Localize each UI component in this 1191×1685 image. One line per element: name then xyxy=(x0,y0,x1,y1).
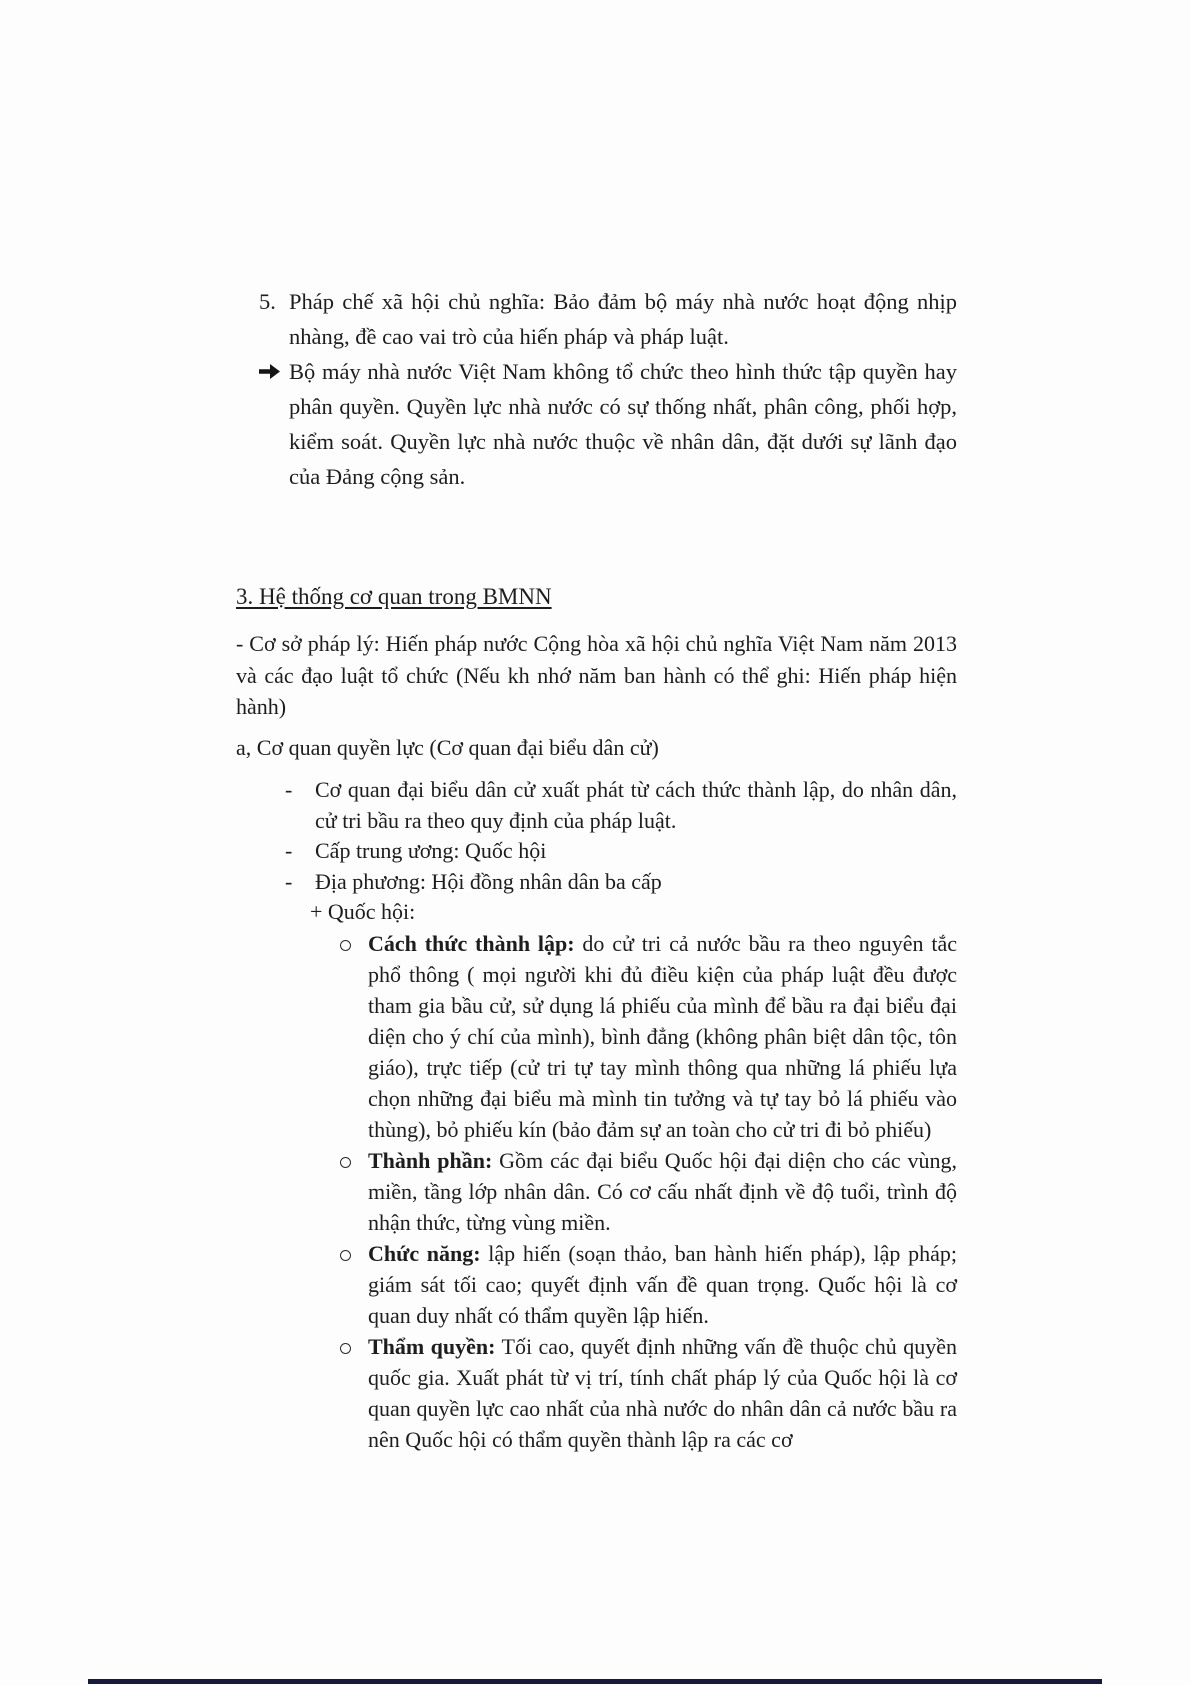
open-circle-icon xyxy=(338,1238,368,1269)
circle-item-body: do cử tri cả nước bầu ra theo nguyên tắc phổ thông ( mọi người khi đủ điều kiện của pháp luật đều được tham gia bầu cử, sử dụng lá phiếu của mình để bầu ra đại biểu đại diện cho ý chí của mình), bình đẳng (không phân biệt dân tộc, tôn giáo), trực tiếp (cử tri tự tay mình thông qua những lá phiếu lựa chọn những đại biểu mà mình tin tưởng và tự tay bỏ lá phiếu vào thùng), bỏ phiếu kín (bảo đảm sự an toàn cho cử tri đi bỏ phiếu) xyxy=(368,930,958,1142)
circle-list xyxy=(338,928,957,1455)
arrow-conclusion-item xyxy=(259,354,957,494)
circle-item-text xyxy=(368,928,957,1145)
dash-bullet: - xyxy=(285,777,293,802)
circle-item-label: Thành phần: xyxy=(368,1147,493,1173)
dash-item-text: Cấp trung ương: Quốc hội xyxy=(315,838,547,863)
dash-bullet: - xyxy=(285,868,293,894)
circle-item-text xyxy=(368,1331,957,1455)
circle-item-label: Cách thức thành lập: xyxy=(368,930,575,956)
circle-item xyxy=(338,1145,957,1238)
circle-item xyxy=(338,928,957,1145)
numbered-list xyxy=(236,284,957,494)
page-bottom-scan-bar xyxy=(88,1679,1102,1684)
circle-item-label: Chức năng: xyxy=(368,1240,481,1266)
arrow-conclusion-text: Bộ máy nhà nước Việt Nam không tổ chức theo hình thức tập quyền hay phân quyền. Quyền lực nhà nước có sự thống nhất, phân công, phối hợp, kiểm soát. Quyền lực nhà nước thuộc về nhân dân, đặt dưới sự lãnh đạo của Đảng cộng sản. xyxy=(289,359,957,489)
open-circle-icon xyxy=(338,928,368,959)
circle-item-text xyxy=(368,1145,957,1238)
circle-item-body: lập hiến (soạn thảo, ban hành hiến pháp), lập pháp; giám sát tối cao; quyết định vấn đề quan trọng. Quốc hội là cơ quan duy nhất có thẩm quyền lập hiến. xyxy=(368,1240,957,1328)
document-body xyxy=(236,0,957,1455)
plus-line: + Quốc hội: xyxy=(310,899,416,924)
circle-item-text xyxy=(368,1238,957,1331)
circle-item xyxy=(338,1331,957,1455)
dash-item xyxy=(285,775,957,836)
arrow-right-icon xyxy=(259,354,289,390)
list-number: 5. xyxy=(259,289,276,314)
dash-list xyxy=(285,775,957,897)
dash-item-text: Địa phương: Hội đồng nhân dân ba cấp xyxy=(315,868,662,894)
dash-item xyxy=(285,867,957,898)
list-item-5 xyxy=(259,284,957,354)
list-item-text: Pháp chế xã hội chủ nghĩa: Bảo đảm bộ máy nhà nước hoạt động nhịp nhàng, đề cao vai trò của hiến pháp và pháp luật. xyxy=(289,289,957,349)
paragraph-legal-basis: - Cơ sở pháp lý: Hiến pháp nước Cộng hòa xã hội chủ nghĩa Việt Nam năm 2013 và các đạo luật tổ chức (Nếu kh nhớ năm ban hành có thể ghi: Hiến pháp hiện hành) xyxy=(236,631,957,719)
paragraph-power-agency: a, Cơ quan quyền lực (Cơ quan đại biểu dân cử) xyxy=(236,734,659,760)
open-circle-icon xyxy=(338,1331,368,1362)
circle-item-body: Tối cao, quyết định những vấn đề thuộc chủ quyền quốc gia. Xuất phát từ vị trí, tính chất pháp lý của Quốc hội là cơ quan quyền lực cao nhất của nhà nước do nhân dân cả nước bầu ra nên Quốc hội có thẩm quyền thành lập ra các cơ xyxy=(368,1333,957,1452)
open-circle-icon xyxy=(338,1145,368,1176)
dash-item xyxy=(285,836,957,867)
dash-item-text: Cơ quan đại biểu dân cử xuất phát từ cách thức thành lập, do nhân dân, cử tri bầu ra theo quy định của pháp luật. xyxy=(315,777,957,833)
circle-item-body: Gồm các đại biểu Quốc hội đại diện cho các vùng, miền, tầng lớp nhân dân. Có cơ cấu nhất định về độ tuổi, trình độ nhận thức, từng vùng miền. xyxy=(368,1147,958,1235)
section-heading: 3. Hệ thống cơ quan trong BMNN xyxy=(236,584,552,609)
circle-item xyxy=(338,1238,957,1331)
dash-bullet: - xyxy=(285,838,293,863)
circle-item-label: Thẩm quyền: xyxy=(368,1333,496,1359)
